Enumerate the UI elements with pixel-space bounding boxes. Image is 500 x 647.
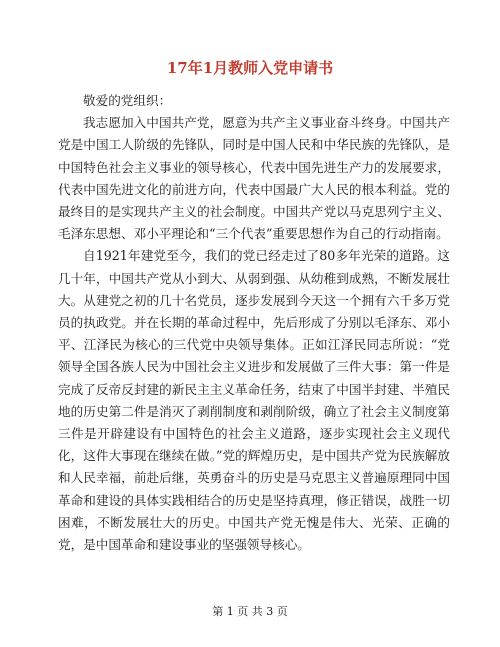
paragraph-1: 我志愿加入中国共产党，愿意为共产主义事业奋斗终身。中国共产党是中国工人阶级的先锋队，同时是中国人民和中华民族的先锋队，是中国特色社会主义事业的领导核心，代表中国先进生产力的发展要求，代表中国先进文化的前进方向，代表中国最广大人民的根本利益。党的最终目的是实现共产主义的社会制度。中国共产党以马克思列宁主义、毛泽东思想、邓小平理论和“三个代表”重要思想作为自己的行动指南。 [58,115,450,242]
page-number-footer: 第 1 页 共 3 页 [212,605,288,618]
document-title: 17年1月教师入党申请书 [166,59,334,77]
document-body [58,90,450,556]
paragraph-2: 自1921年建党至今，我们的党已经走过了80多年光荣的道路。这几十年，中国共产党从小到大、从弱到强、从幼稚到成熟，不断发展壮大。从建党之初的几十名党员，逐步发展到今天这一个拥有六千多万党员的执政党。并在长期的革命过程中，先后形成了分别以毛泽东、邓小平、江泽民为核心的三代党中央领导集体。正如江泽民同志所说：“党领导全国各族人民为中国社会主义进步和发展做了三件大事：第一件是完成了反帝反封建的新民主主义革命任务，结束了中国半封建、半殖民地的历史第二件是消灭了剥削制度和剥削阶级，确立了社会主义制度第三件是开辟建设有中国特色的社会主义道路，逐步实现社会主义现代化，这件大事现在继续在做。”党的辉煌历史，是中国共产党为民族解放和人民幸福，前赴后继，英勇奋斗的历史是马克思主义普遍原理同中国革命和建设的具体实践相结合的历史是坚持真理，修正错误，战胜一切困难，不断发展壮大的历史。中国共产党无愧是伟大、光荣、正确的党，是中国革命和建设事业的坚强领导核心。 [58,248,450,553]
salutation: 敬爱的党组织： [83,93,172,108]
